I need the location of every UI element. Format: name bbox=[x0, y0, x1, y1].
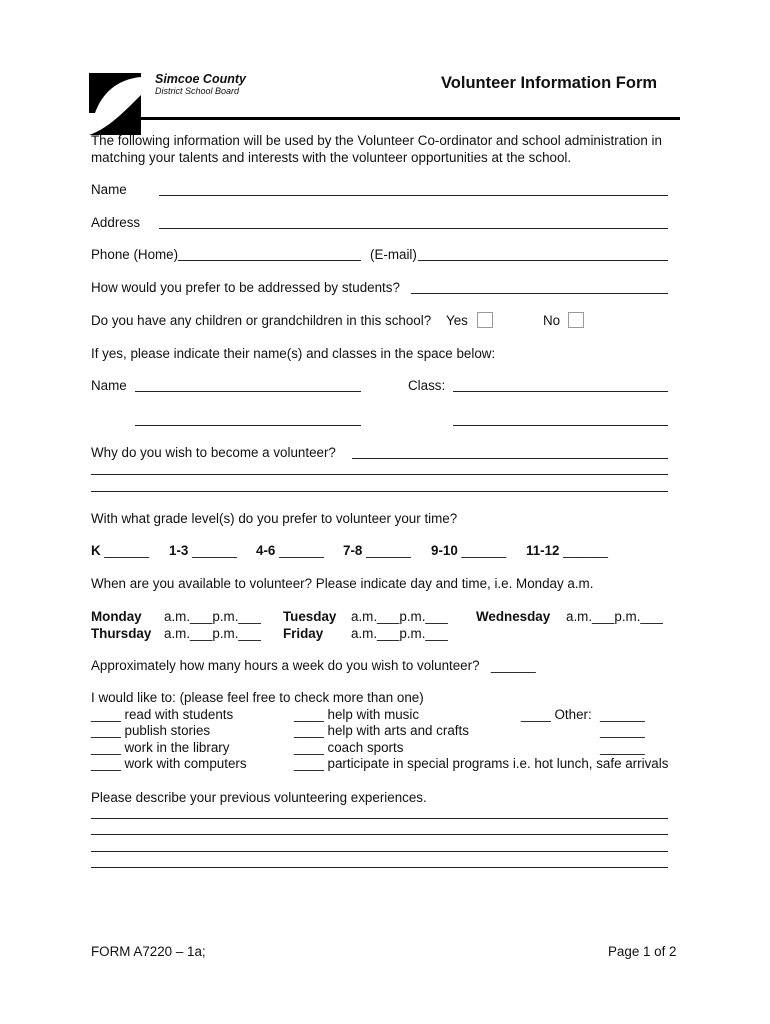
grade-4-6[interactable] bbox=[256, 543, 324, 559]
children-question: Do you have any children or grandchildren in this school? bbox=[91, 313, 432, 328]
wednesday-slot[interactable]: a.m.___p.m.___ bbox=[566, 609, 663, 624]
monday-slot[interactable]: a.m.___p.m.___ bbox=[164, 609, 261, 624]
no-label: No bbox=[543, 313, 561, 328]
activity-special-programs[interactable]: ____ participate in special programs i.e. hot lunch, safe arrivals bbox=[294, 756, 669, 771]
org-name: Simcoe County bbox=[155, 72, 246, 86]
activity-sports[interactable]: ____ coach sports bbox=[294, 740, 404, 755]
experience-field-1[interactable] bbox=[91, 818, 668, 819]
why-field-3[interactable] bbox=[91, 491, 668, 492]
name-field[interactable] bbox=[159, 195, 668, 196]
activity-read[interactable]: ____ read with students bbox=[91, 707, 234, 722]
activity-arts[interactable]: ____ help with arts and crafts bbox=[294, 723, 469, 738]
why-field-1[interactable] bbox=[352, 458, 668, 459]
other-blank-2[interactable]: ______ bbox=[600, 723, 645, 738]
page-title: Volunteer Information Form bbox=[441, 74, 658, 92]
grade-1-3-label: 1-3 bbox=[169, 543, 189, 558]
grade-k-blank: ______ bbox=[104, 543, 150, 558]
child-name-field-2[interactable] bbox=[135, 425, 361, 426]
day-friday: Friday bbox=[283, 626, 324, 641]
tuesday-slot[interactable]: a.m.___p.m.___ bbox=[351, 609, 448, 624]
grade-7-8-label: 7-8 bbox=[343, 543, 363, 558]
experience-field-4[interactable] bbox=[91, 867, 668, 868]
grade-11-12[interactable] bbox=[526, 543, 608, 559]
page-number: Page 1 of 2 bbox=[608, 944, 677, 959]
activity-music[interactable]: ____ help with music bbox=[294, 707, 420, 722]
child-class-field-1[interactable] bbox=[453, 391, 668, 392]
form-id: FORM A7220 – 1a; bbox=[91, 944, 206, 959]
if-yes-instruction: If yes, please indicate their name(s) and classes in the space below: bbox=[91, 346, 496, 361]
yes-checkbox[interactable] bbox=[477, 312, 493, 328]
header-rule bbox=[141, 117, 680, 120]
child-class-label: Class: bbox=[408, 378, 446, 393]
grade-11-12-blank: ______ bbox=[563, 543, 608, 558]
addressed-question: How would you prefer to be addressed by students? bbox=[91, 280, 400, 295]
email-field[interactable] bbox=[418, 260, 668, 261]
grade-7-8[interactable] bbox=[343, 543, 411, 559]
addressed-field[interactable] bbox=[411, 293, 668, 294]
grade-4-6-blank: ______ bbox=[279, 543, 324, 558]
address-field[interactable] bbox=[159, 228, 668, 229]
grade-7-8-blank: ______ bbox=[366, 543, 411, 558]
why-field-2[interactable] bbox=[91, 474, 668, 475]
grade-4-6-label: 4-6 bbox=[256, 543, 276, 558]
experience-field-3[interactable] bbox=[91, 851, 668, 852]
other-blank-1[interactable]: ______ bbox=[600, 707, 645, 722]
intro-line-2: matching your talents and interests with the volunteer opportunities at the school. bbox=[91, 150, 572, 165]
availability-question: When are you available to volunteer? Please indicate day and time, i.e. Monday a.m. bbox=[91, 576, 594, 591]
day-thursday: Thursday bbox=[91, 626, 152, 641]
yes-label: Yes bbox=[446, 313, 468, 328]
activity-computers[interactable]: ____ work with computers bbox=[91, 756, 247, 771]
child-name-label: Name bbox=[91, 378, 127, 393]
thursday-slot[interactable]: a.m.___p.m.___ bbox=[164, 626, 261, 641]
grade-9-10[interactable] bbox=[431, 543, 506, 559]
board-logo bbox=[89, 73, 141, 135]
grade-11-12-label: 11-12 bbox=[526, 543, 560, 558]
why-question: Why do you wish to become a volunteer? bbox=[91, 445, 336, 460]
grade-k-label: K bbox=[91, 543, 101, 558]
grade-1-3[interactable] bbox=[169, 543, 237, 559]
grade-question: With what grade level(s) do you prefer to volunteer your time? bbox=[91, 511, 458, 526]
experience-field-2[interactable] bbox=[91, 834, 668, 835]
no-checkbox[interactable] bbox=[568, 312, 584, 328]
experience-question: Please describe your previous volunteering experiences. bbox=[91, 790, 427, 805]
org-subtitle: District School Board bbox=[155, 86, 240, 96]
phone-home-label: Phone (Home) bbox=[91, 247, 179, 262]
day-monday: Monday bbox=[91, 609, 142, 624]
child-name-field-1[interactable] bbox=[135, 391, 361, 392]
grade-k[interactable] bbox=[91, 543, 149, 559]
intro-line-1: The following information will be used by the Volunteer Co-ordinator and school administration in bbox=[91, 133, 662, 148]
day-wednesday: Wednesday bbox=[476, 609, 551, 624]
child-class-field-2[interactable] bbox=[453, 425, 668, 426]
friday-slot[interactable]: a.m.___p.m.___ bbox=[351, 626, 448, 641]
activity-other[interactable]: ____ Other: bbox=[521, 707, 592, 722]
name-label: Name bbox=[91, 182, 127, 197]
day-tuesday: Tuesday bbox=[283, 609, 337, 624]
other-blank-3[interactable]: ______ bbox=[600, 740, 645, 755]
activities-intro: I would like to: (please feel free to check more than one) bbox=[91, 690, 424, 705]
grade-9-10-label: 9-10 bbox=[431, 543, 458, 558]
address-label: Address bbox=[91, 215, 141, 230]
activity-library[interactable]: ____ work in the library bbox=[91, 740, 230, 755]
hours-blank[interactable]: ______ bbox=[491, 658, 536, 673]
grade-9-10-blank: ______ bbox=[461, 543, 507, 558]
activity-publish[interactable]: ____ publish stories bbox=[91, 723, 211, 738]
hours-question: Approximately how many hours a week do you wish to volunteer? bbox=[91, 658, 480, 673]
phone-home-field[interactable] bbox=[178, 260, 361, 261]
grade-1-3-blank: ______ bbox=[192, 543, 237, 558]
email-label: (E-mail) bbox=[370, 247, 417, 262]
